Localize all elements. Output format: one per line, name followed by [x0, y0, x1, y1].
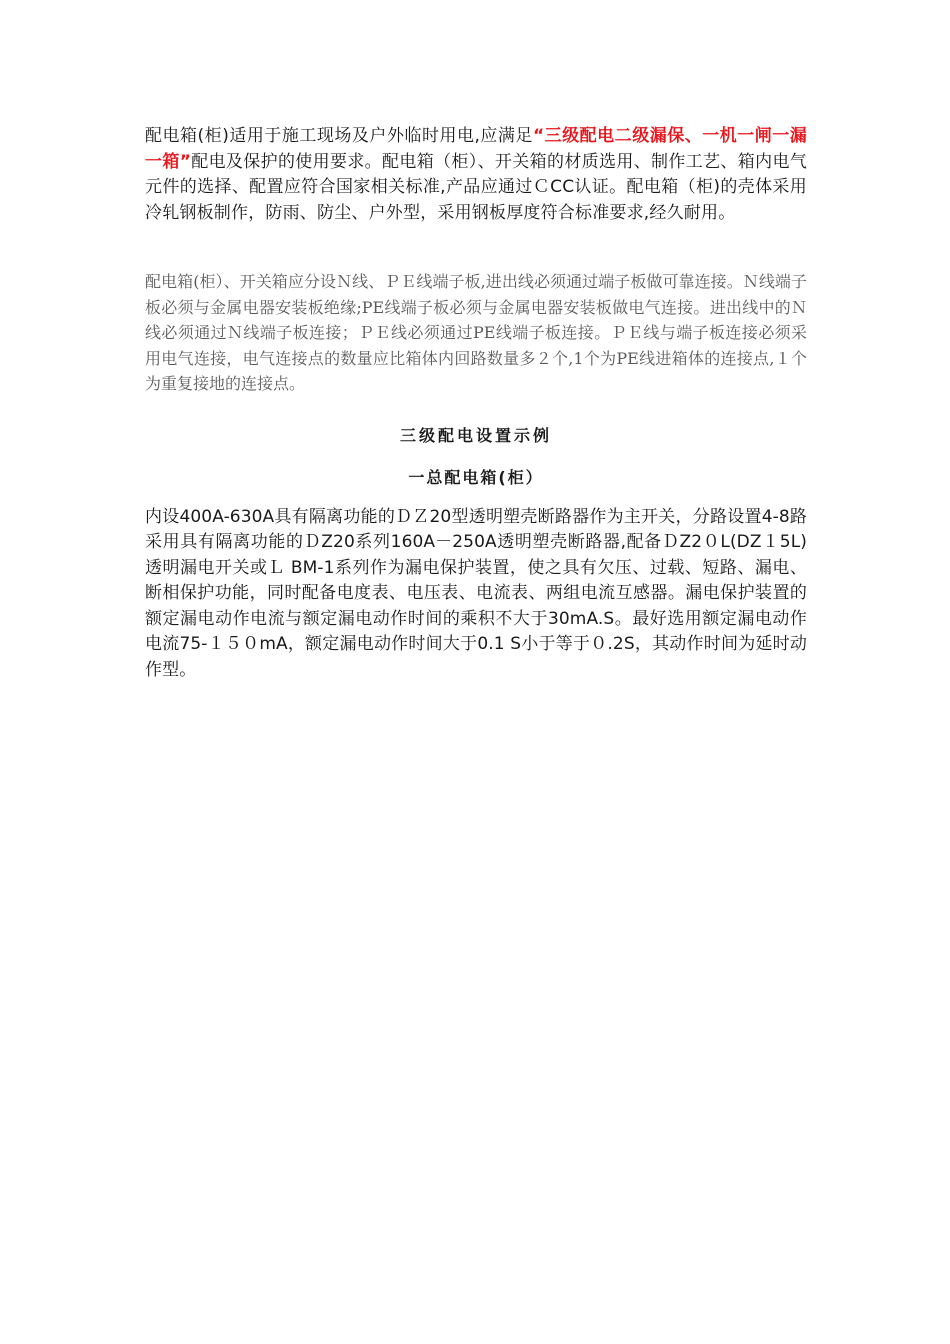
terminal-paragraph: 配电箱(柜）、开关箱应分设Ｎ线、ＰＥ线端子板,进出线必须通过端子板做可靠连接。Ｎ线端子板必须与金属电器安装板绝缘;PE线端子板必须与金属电器安装板做电气连接。进出线中的Ｎ线必须通过Ｎ线端子板连接；ＰＥ线必须通过PE线端子板连接。ＰＥ线与端子板连接必须采用电气连接，电气连接点的数量应比箱体内回路数量多２个,1个为PE线进箱体的连接点,１个为重复接地的连接点。	[145, 272, 807, 393]
intro-text-after: 配电及保护的使用要求。配电箱（柜）、开关箱的材质选用、制作工艺、箱内电气元件的选择、配置应符合国家相关标准,产品应通过ＣCC认证。配电箱（柜)的壳体采用冷轧钢板制作，防雨、防尘、户外型，采用钢板厚度符合标准要求,经久耐用。	[145, 151, 808, 223]
intro-text-before: 配电箱(柜)适用于施工现场及户外临时用电,应满足	[145, 126, 533, 146]
document-page	[145, 124, 807, 683]
intro-paragraph	[145, 124, 807, 226]
main-box-paragraph: 内设400A-630A具有隔离功能的ＤＺ20型透明塑壳断路器作为主开关，分路设置4-8路采用具有隔离功能的ＤZ20系列160A－250A透明塑壳断路器,配备ＤZ2０L(DZ１5L)透明漏电开关或Ｌ BM-1系列作为漏电保护装置，使之具有欠压、过载、短路、漏电、断相保护功能，同时配备电度表、电压表、电流表、两组电流互感器。漏电保护装置的额定漏电动作电流与额定漏电动作时间的乘积不大于30mA.S。最好选用额定漏电动作电流75-１５０mA，额定漏电动作时间大于0.1 S小于等于０.2S，其动作时间为延时动作型。	[145, 506, 807, 680]
intro-highlight: “三级配电二级漏保、一机一闸一漏一箱”	[145, 126, 808, 172]
section-subtitle: 一总配电箱(柜）	[408, 467, 544, 487]
section-title: 三级配电设置示例	[399, 425, 552, 445]
